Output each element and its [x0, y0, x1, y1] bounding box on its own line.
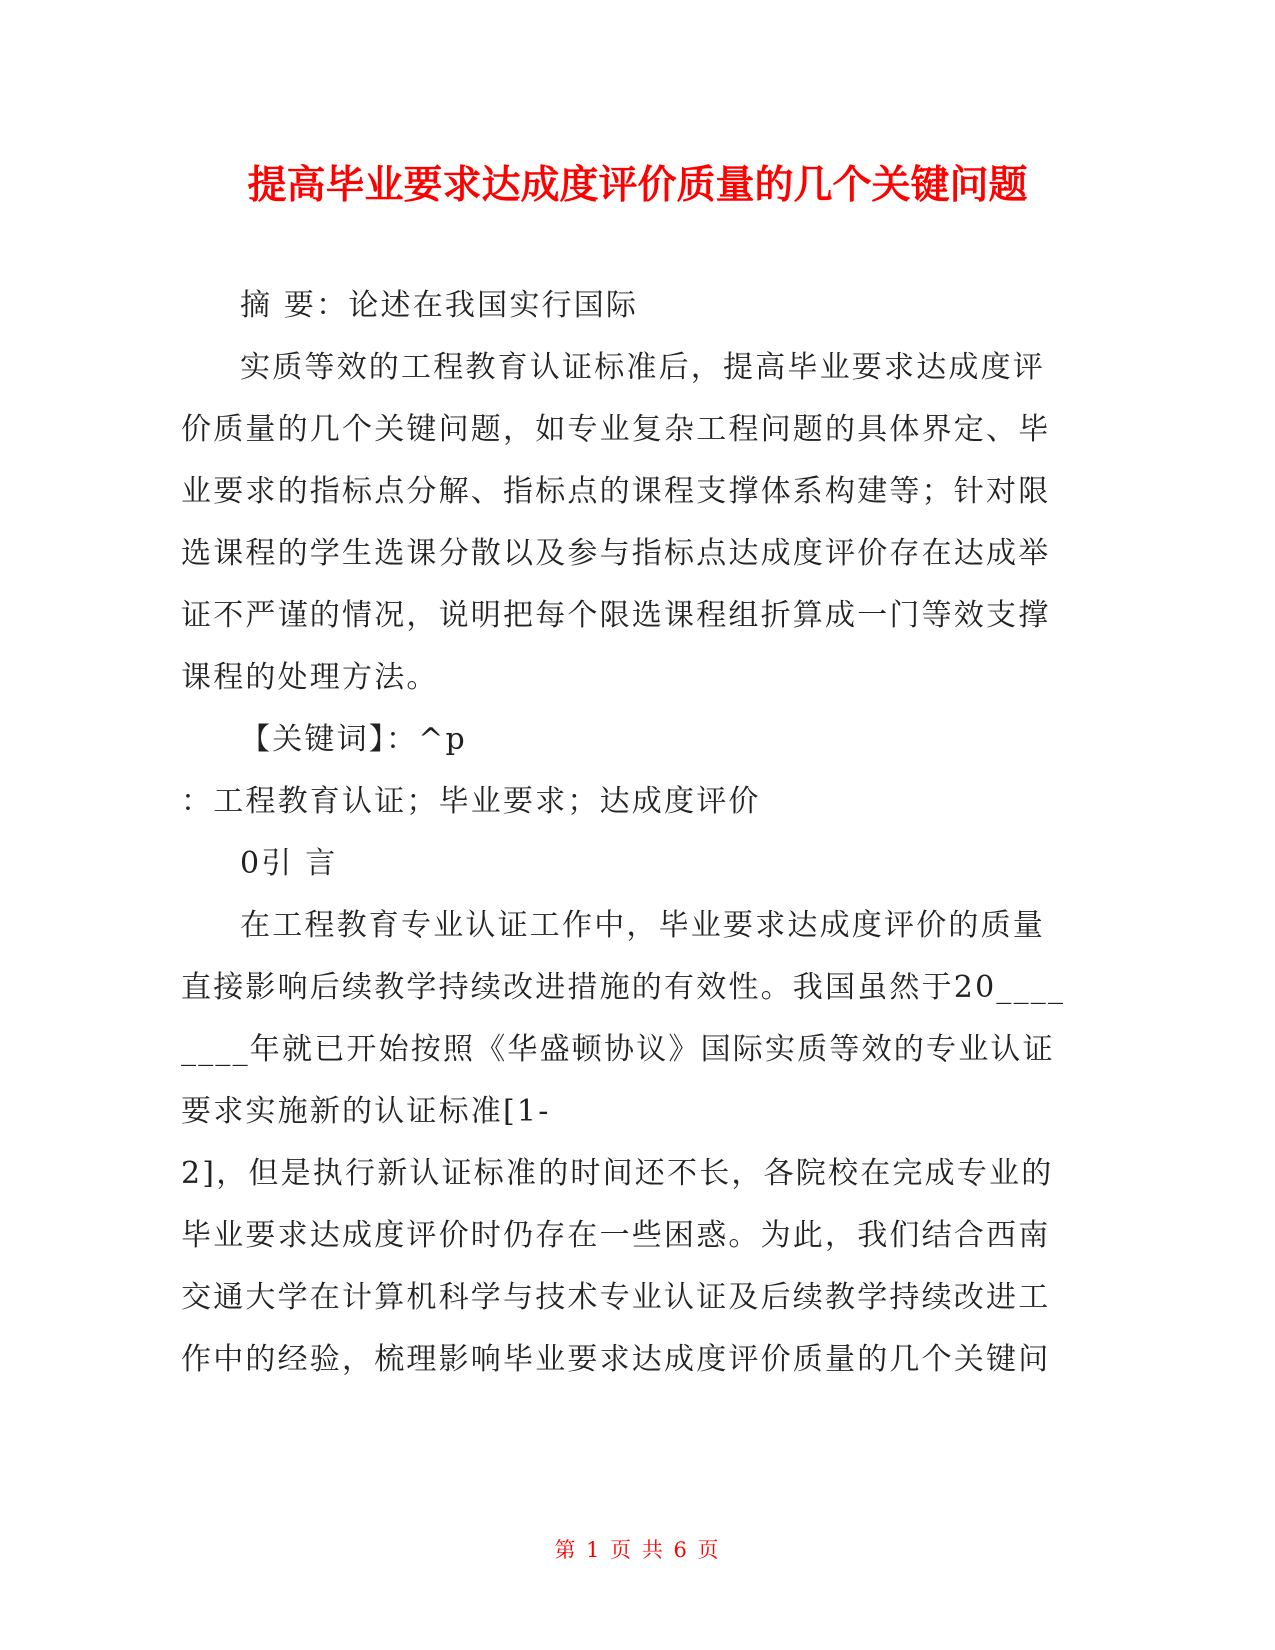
page-footer: 第 1 页 共 6 页 [554, 1538, 721, 1562]
abstract-heading-line: 摘 要：论述在我国实行国际 [240, 288, 639, 323]
section-heading-line: 0引 言 [240, 846, 338, 881]
paragraph-line: ____年就已开始按照《华盛顿协议》国际实质等效的专业认证 [181, 1032, 1055, 1067]
paragraph-line: 要求实施新的认证标准[1- [181, 1094, 551, 1129]
paragraph-line: 课程的处理方法。 [181, 660, 439, 695]
paragraph-line: 证不严谨的情况，说明把每个限选课程组折算成一门等效支撑 [181, 598, 1051, 633]
paragraph-line: 交通大学在计算机科学与技术专业认证及后续教学持续改进工 [181, 1280, 1051, 1315]
keywords-heading-line: 【关键词】：^p [240, 722, 467, 757]
document-title: 提高毕业要求达成度评价质量的几个关键问题 [247, 163, 1028, 208]
paragraph-line: 直接影响后续教学持续改进措施的有效性。我国虽然于20____ [181, 970, 1066, 1005]
paragraph-line: 在工程教育专业认证工作中，毕业要求达成度评价的质量 [240, 908, 1045, 943]
paragraph-line: 毕业要求达成度评价时仍存在一些困惑。为此，我们结合西南 [181, 1218, 1051, 1253]
paragraph-line: 实质等效的工程教育认证标准后，提高毕业要求达成度评 [240, 350, 1045, 385]
paragraph-line: 价质量的几个关键问题，如专业复杂工程问题的具体界定、毕 [181, 412, 1051, 447]
paragraph-line: 选课程的学生选课分散以及参与指标点达成度评价存在达成举 [181, 536, 1051, 571]
keywords-line: ：工程教育认证；毕业要求；达成度评价 [181, 784, 761, 819]
paragraph-line: 业要求的指标点分解、指标点的课程支撑体系构建等；针对限 [181, 474, 1051, 509]
paragraph-line: 2]，但是执行新认证标准的时间还不长，各院校在完成专业的 [181, 1156, 1054, 1191]
paragraph-line: 作中的经验，梳理影响毕业要求达成度评价质量的几个关键问 [181, 1342, 1051, 1377]
